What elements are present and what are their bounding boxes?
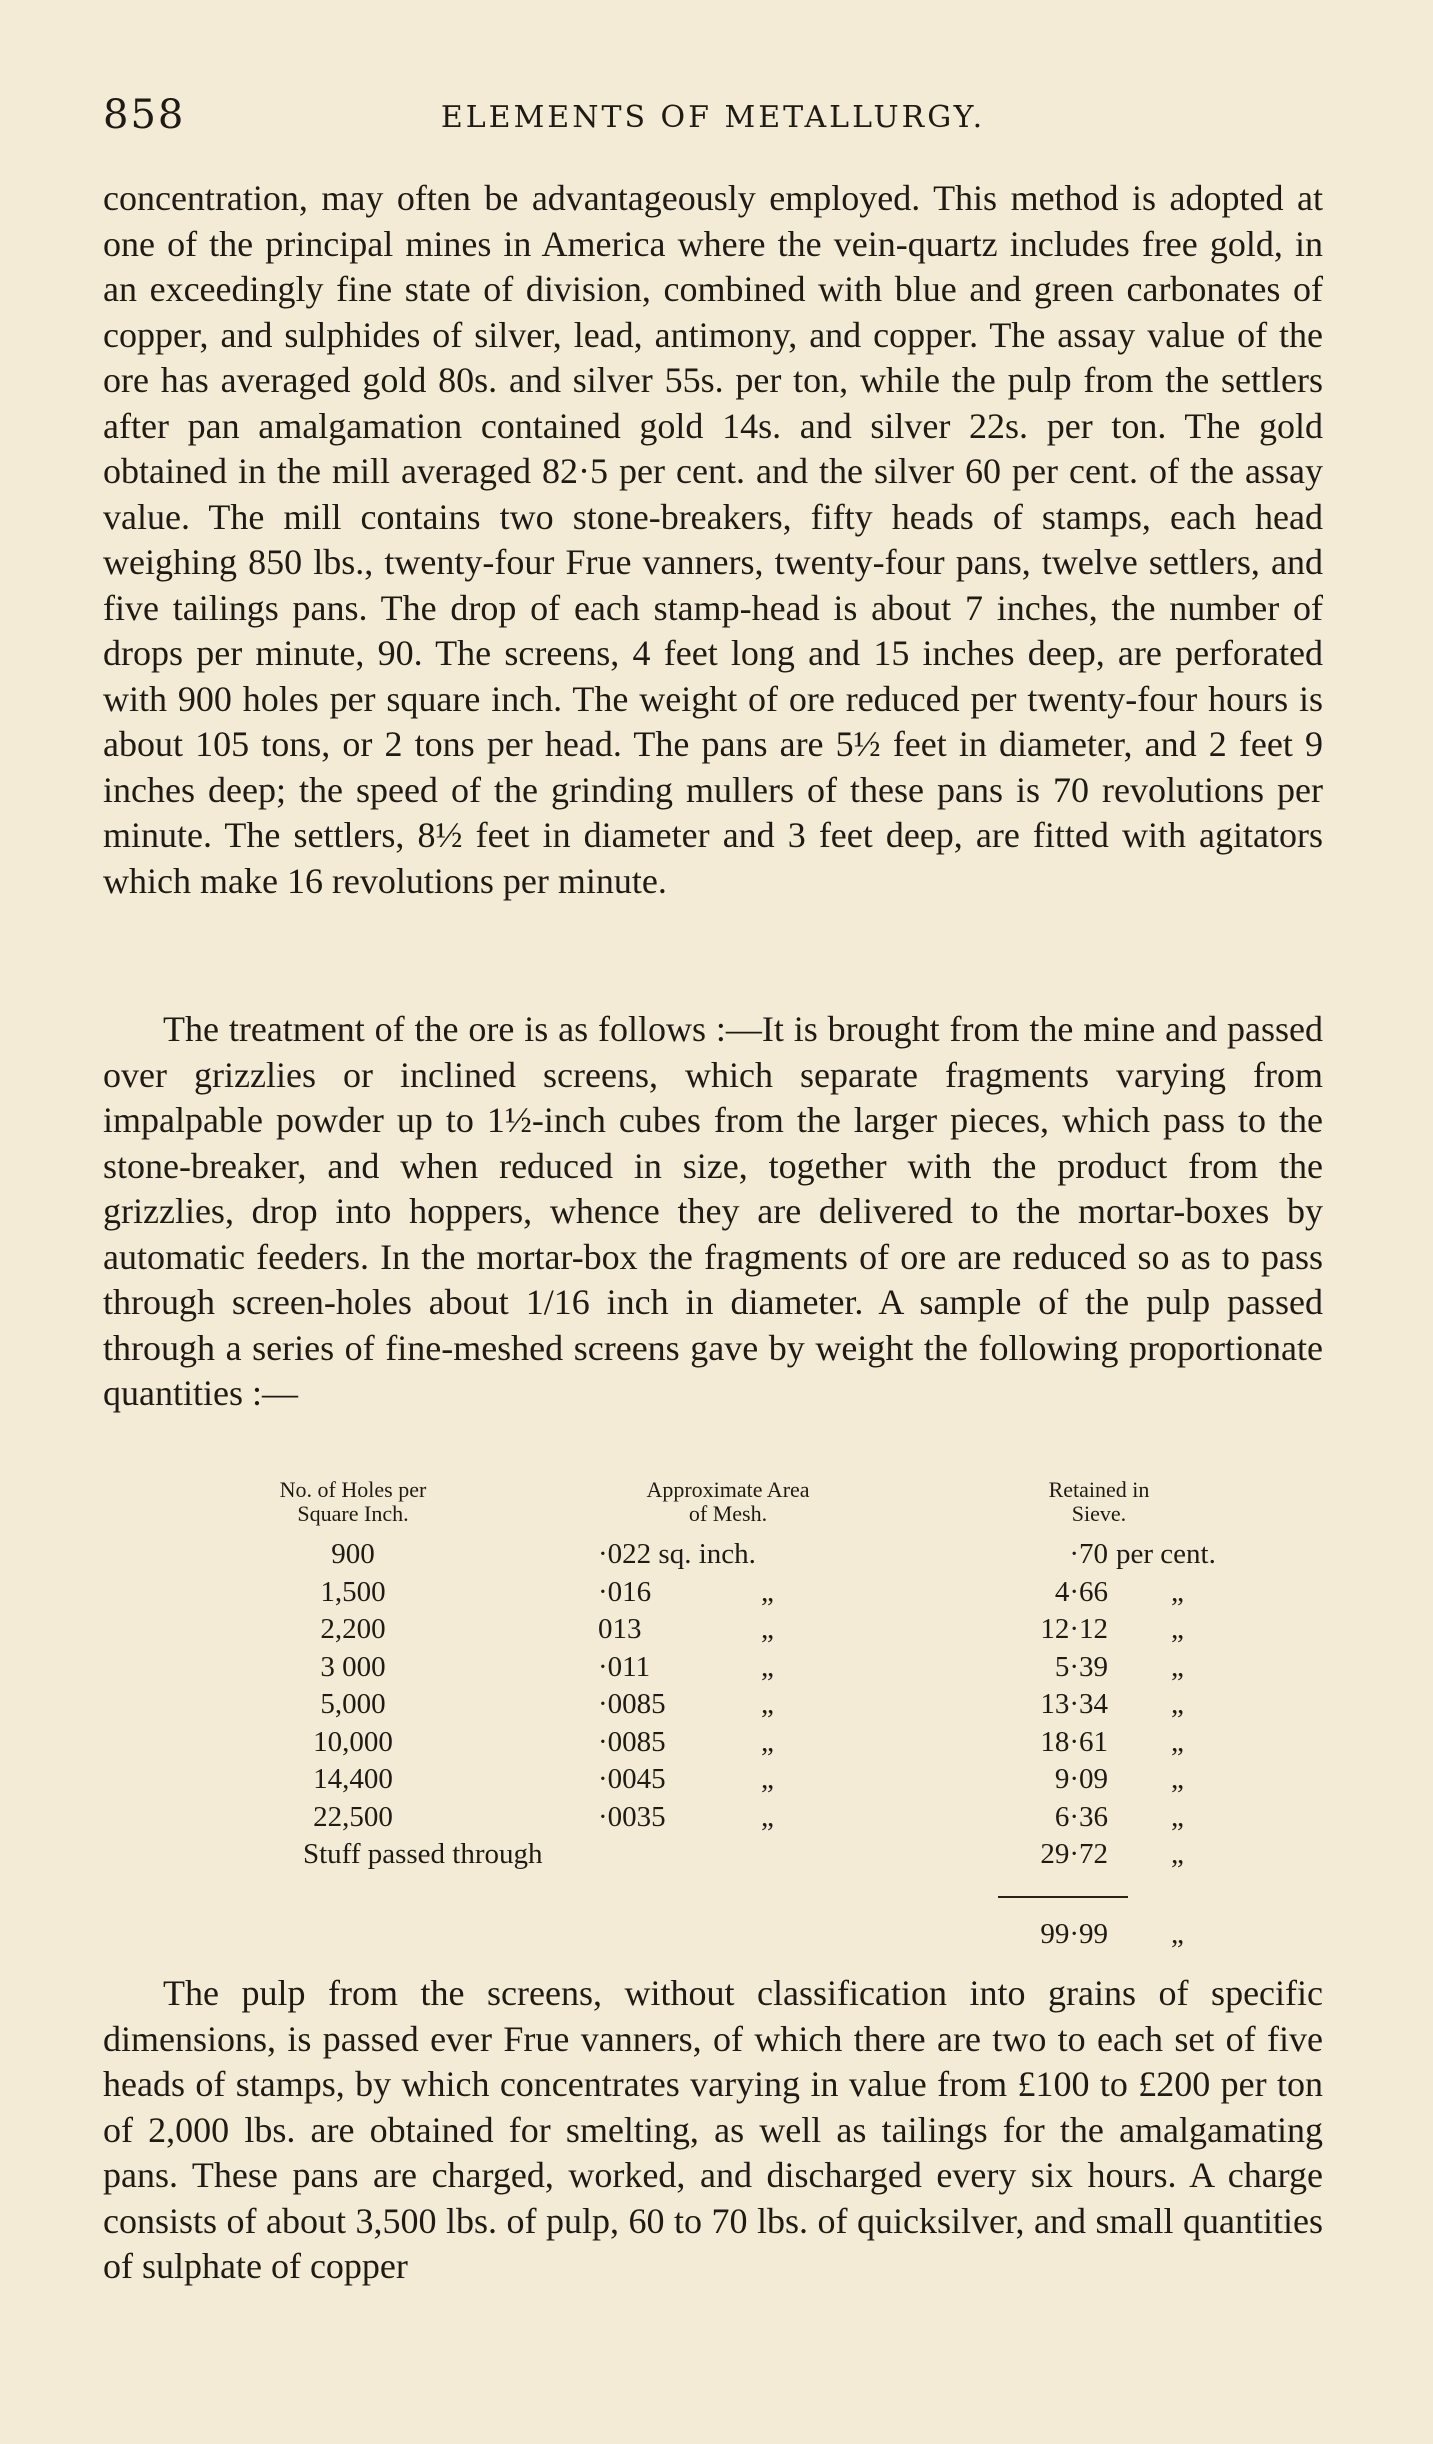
running-head: ELEMENTS OF METALLURGY. — [440, 100, 986, 135]
paragraph-frue-vanners: The pulp from the screens, without classification into grains of specific dimensions, is passed ever Frue vanners, of which there are two to each set of five heads of stamps, by which concentrates varying in value from £100 to £200 per ton of 2,000 lbs. are obtained for smelting, as well as tailings for the amalgamating pans. These pans are charged, worked, and discharged every six hours. A charge consists of about 3,500 lbs. of pulp, 60 to 70 lbs. of quicksilver, and small quantities of sulphate of copper — [103, 1973, 1323, 2286]
header-holes: No. of Holes per Square Inch. — [279, 1477, 427, 1526]
table-row-total: 99·99 „ — [1040, 1917, 1184, 1950]
header-area: Approximate Area of Mesh. — [646, 1477, 810, 1526]
page-header — [103, 92, 1323, 152]
table-row: 14,400 ·0045 „ 9·09 „ — [313, 1763, 1184, 1795]
sum-rule-row — [103, 1874, 1323, 1914]
table-row: 900 ·022 sq. inch. ·70 per cent. — [331, 1538, 1216, 1570]
paragraph-continuation: concentration, may often be advantageously employed. This method is adopted at one of the principal mines in America where the vein-quartz includes free gold, in an exceedingly fine state of division, combined with blue and green carbonates of copper, and sulphides of silver, lead, antimony, and copper. The assay value of the ore has averaged gold 80s. and silver 55s. per ton, while the pulp from the settlers after pan amalgamation contained gold 14s. and silver 22s. per ton. The gold obtained in the mill averaged 82·5 per cent. and the silver 60 per cent. of the assay value. The mill contains two stone-breakers, fifty heads of stamps, each head weighing 850 lbs., twenty-four Frue vanners, twenty-four pans, twelve settlers, and five tailings pans. The drop of each stamp-head is about 7 inches, the number of drops per minute, 90. The screens, 4 feet long and 15 inches deep, are perforated with 900 holes per square inch. The weight of ore reduced per twenty-four hours is about 105 tons, or 2 tons per head. The pans are 5½ feet in diameter, and 2 feet 9 inches deep; the speed of the grinding mullers of these pans is 70 revolutions per minute. The settlers, 8½ feet in diameter and 3 feet deep, are fitted with agitators which make 16 revolutions per minute. — [103, 178, 1323, 901]
paragraph-ore-treatment: The treatment of the ore is as follows :—It is brought from the mine and passed over grizzlies or inclined screens, which separate fragments varying from impalpable powder up to 1½-inch cubes from the larger pieces, which pass to the stone-breaker, and when reduced in size, together with the product from the grizzlies, drop into hoppers, whence they are delivered to the mortar-boxes by automatic feeders. In the mortar-box the fragments of ore are reduced so as to pass through screen-holes about 1/16 inch in diameter. A sample of the pulp passed through a series of fine-meshed screens gave by weight the following proportionate quantities :— — [103, 1009, 1323, 1413]
table-row: 22,500 ·0035 „ 6·36 „ — [313, 1800, 1184, 1833]
table-row: 3 000 ·011 „ 5·39 „ — [320, 1650, 1184, 1683]
header-retained: Retained in Sieve. — [1048, 1477, 1150, 1526]
table-row: 1,500 ·016 „ 4·66 „ — [320, 1575, 1184, 1608]
table-row-passed-through: Stuff passed through 29·72 „ — [303, 1838, 1184, 1870]
table-header — [103, 1478, 1323, 1536]
sieve-table — [103, 1478, 1323, 1954]
table-row: 2,200 013 „ 12·12 „ — [320, 1613, 1184, 1645]
sum-rule — [998, 1896, 1128, 1898]
table-row: 10,000 ·0085 „ 18·61 „ — [313, 1725, 1184, 1758]
page-number: 858 — [103, 92, 186, 138]
table-row: 5,000 ·0085 „ 13·34 „ — [320, 1688, 1184, 1720]
